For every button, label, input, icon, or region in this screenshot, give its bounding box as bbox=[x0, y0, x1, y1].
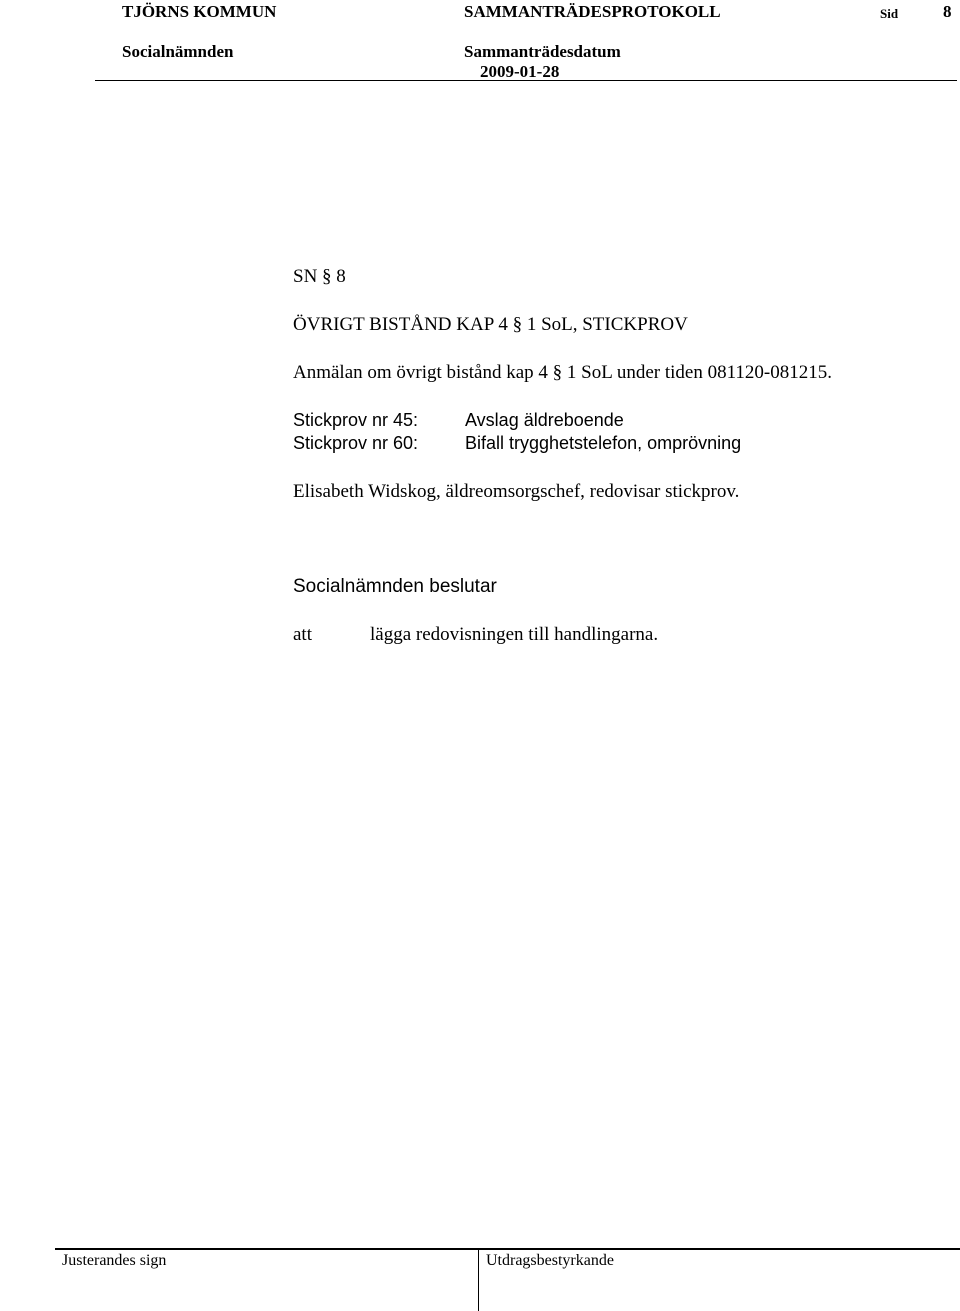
municipality-name: TJÖRNS KOMMUN bbox=[122, 2, 277, 21]
page-label: Sid bbox=[880, 6, 899, 21]
decision-att-text: lägga redovisningen till handlingarna. bbox=[370, 624, 659, 645]
sample-value: Bifall trygghetstelefon, omprövning bbox=[465, 433, 742, 453]
page-number: 8 bbox=[943, 2, 952, 21]
meeting-date: 2009-01-28 bbox=[480, 62, 560, 81]
header-rule bbox=[95, 80, 957, 81]
item-title: ÖVRIGT BISTÅND KAP 4 § 1 SoL, STICKPROV bbox=[293, 314, 688, 335]
sample-label: Stickprov nr 45: bbox=[293, 410, 419, 430]
meeting-date-label: Sammanträdesdatum bbox=[464, 42, 621, 61]
committee-name: Socialnämnden bbox=[122, 42, 234, 61]
item-number: SN § 8 bbox=[293, 266, 346, 287]
footer-rule bbox=[55, 1248, 960, 1250]
sample-value: Avslag äldreboende bbox=[465, 410, 624, 430]
sample-label: Stickprov nr 60: bbox=[293, 433, 419, 453]
decision-att-label: att bbox=[293, 624, 312, 645]
presenter-note: Elisabeth Widskog, äldreomsorgschef, redovisar stickprov. bbox=[293, 481, 740, 502]
decision-heading: Socialnämnden beslutar bbox=[293, 576, 497, 597]
footer-divider bbox=[478, 1248, 479, 1311]
document-type: SAMMANTRÄDESPROTOKOLL bbox=[464, 2, 721, 21]
item-intro: Anmälan om övrigt bistånd kap 4 § 1 SoL under tiden 081120-081215. bbox=[293, 362, 832, 383]
footer-signature-label: Justerandes sign bbox=[62, 1252, 167, 1269]
footer-certification-label: Utdragsbestyrkande bbox=[486, 1252, 614, 1269]
